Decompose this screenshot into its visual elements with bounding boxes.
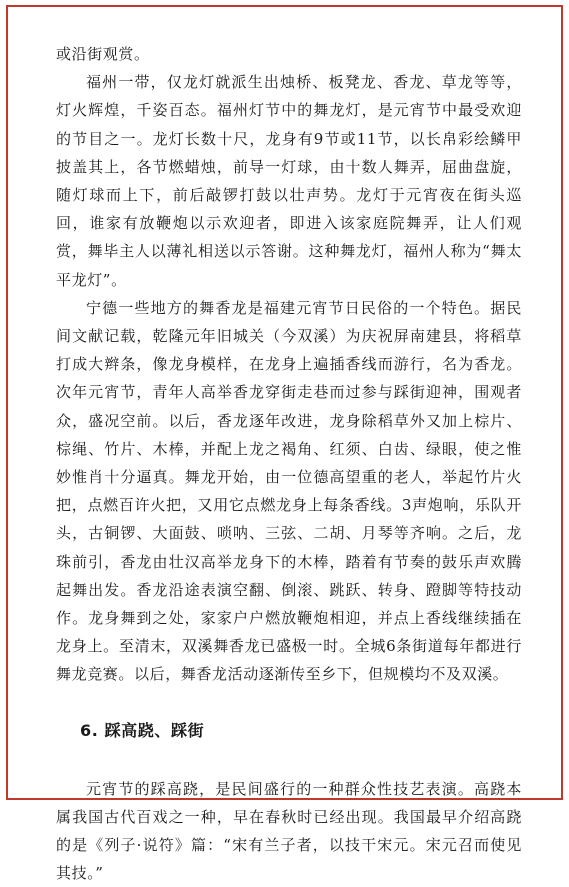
paragraph-stilts: 元宵节的踩高跷，是民间盛行的一种群众性技艺表演。高跷本属我国古代百戏之一种，早在春秋时已经出现。我国最早介绍高跷的是《列子·说符》篇：“宋有兰子者，以技干宋元。宋元召而使见其技。”	[56, 779, 522, 883]
paragraph-fuzhou-dragon-lantern: 福州一带，仅龙灯就派生出烛桥、板凳龙、香龙、草龙等等，灯火辉煌，千姿百态。福州灯节中的舞龙灯，是元宵节中最受欢迎的节目之一。龙灯长数十尺，龙身有9节或11节，以长帛彩绘鳞甲披盖其上，各节燃蜡烛，前导一灯球，由十数人舞弄，屈曲盘旋，随灯球而上下，前后敲锣打鼓以壮声势。龙灯于元宵夜在街头巡回，谁家有放鞭炮以示欢迎者，即进入该家庭院舞弄，让人们观赏，舞毕主人以薄礼相送以示答谢。这种舞龙灯，福州人称为“舞太平龙灯”。	[56, 73, 522, 289]
article-body	[56, 40, 522, 887]
paragraph-continuation: 或沿街观赏。	[56, 45, 150, 63]
paragraph-ningde-incense-dragon: 宁德一些地方的舞香龙是福建元宵节日民俗的一个特色。据民间文献记载，乾隆元年旧城关（今双溪）为庆祝屏南建县，将稻草打成大辫条，像龙身模样，在龙身上遍插香线而游行，名为香龙。次年元宵节，青年人高举香龙穿街走巷而过参与踩街迎神，围观者众，盛况空前。以后，香龙逐年改进，龙身除稻草外又加上棕片、棕绳、竹片、木棒，并配上龙之褐角、红须、白齿、绿眼，使之惟妙惟肖十分逼真。舞龙开始，由一位德高望重的老人，举起竹片火把，点燃百许火把，又用它点燃龙身上每条香线。3声炮响，乐队开头，古铜锣、大面鼓、唢呐、三弦、二胡、月琴等齐响。之后，龙珠前引，香龙由壮汉高举龙身下的木棒，踏着有节奏的鼓乐声欢腾起舞出发。香龙沿途表演空翻、倒滚、跳跃、转身、蹬脚等特技动作。龙身舞到之处，家家户户燃放鞭炮相迎，并点上香线继续插在龙身上。至清末，双溪舞香龙已盛极一时。全城6条街道每年都进行舞龙竞赛。以后，舞香龙活动逐渐传至乡下，但规模均不及双溪。	[56, 298, 522, 684]
section-heading: 6. 踩高跷、踩街	[80, 720, 205, 740]
